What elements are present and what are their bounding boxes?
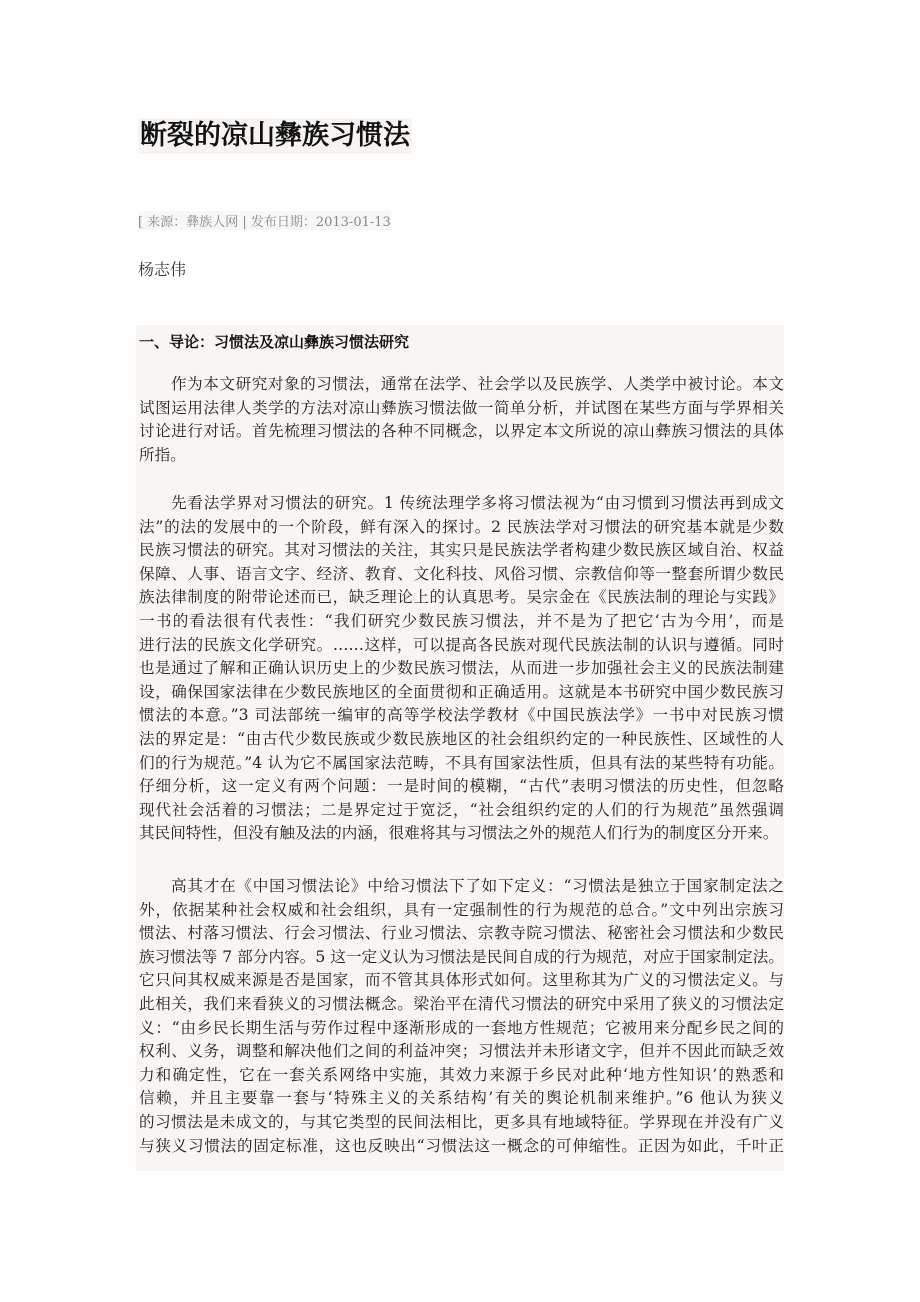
text-line: 权利、义务，调整和解决他们之间的利益冲突；习惯法并未形诸文字，但并不因此而缺乏效: [139, 1042, 784, 1061]
text-line: 现代社会活着的习惯法；二是界定过于宽泛，“社会组织约定的人们的行为规范”虽然强调: [139, 800, 784, 819]
author-name: 杨志伟: [138, 260, 187, 279]
paragraph-3: [139, 875, 784, 1158]
text-line: 法”的法的发展中的一个阶段，鲜有深入的探讨。2 民族法学对习惯法的研究基本就是少数: [139, 517, 784, 536]
text-line: 法的界定是：“由古代少数民族或少数民族地区的社会组织约定的一种民族性、区域性的人: [139, 729, 784, 748]
text-line: 讨论进行对话。首先梳理习惯法的各种不同概念，以界定本文所说的凉山彝族习惯法的具体: [139, 422, 784, 441]
text-line: 保障、人事、语言文字、经济、教育、文化科技、风俗习惯、宗教信仰等一整套所谓少数民: [139, 564, 784, 583]
text-line: 们的行为规范。”4 认为它不属国家法范畴，不具有国家法性质，但具有法的某些特有功能。: [139, 753, 784, 772]
text-line: 设，确保国家法律在少数民族地区的全面贯彻和正确适用。这就是本书研究中国少数民族习: [139, 682, 784, 701]
text-line: 与狭义习惯法的固定标准，这也反映出“习惯法这一概念的可伸缩性。正因为如此，千叶正: [139, 1136, 784, 1155]
text-line: 此相关，我们来看狭义的习惯法概念。梁治平在清代习惯法的研究中采用了狭义的习惯法定: [139, 994, 784, 1013]
text-line: 先看法学界对习惯法的研究。1 传统法理学多将习惯法视为“由习惯到习惯法再到成文: [171, 494, 784, 512]
text-line: 也是通过了解和正确认识历史上的少数民族习惯法，从而进一步加强社会主义的民族法制建: [139, 659, 784, 678]
text-line: 信赖，并且主要靠一套与‘特殊主义的关系结构’有关的舆论机制来维护。”6 他认为狭义: [139, 1089, 784, 1108]
text-line: 所指。: [139, 445, 186, 464]
text-line: 的习惯法是未成文的，与其它类型的民间法相比，更多具有地域特征。学界现在并没有广义: [139, 1112, 784, 1131]
text-line: 民族习惯法的研究。其对习惯法的关注，其实只是民族法学者构建少数民族区域自治、权益: [139, 541, 784, 560]
source-and-date: [ 来源：彝族人网 | 发布日期：2013-01-13: [138, 211, 391, 230]
text-line: 试图运用法律人类学的方法对凉山彝族习惯法做一简单分析，并试图在某些方面与学界相关: [139, 398, 784, 417]
text-line: 作为本文研究对象的习惯法，通常在法学、社会学以及民族学、人类学中被讨论。本文: [171, 375, 784, 393]
text-line: 惯法、村落习惯法、行会习惯法、行业习惯法、宗教寺院习惯法、秘密社会习惯法和少数民: [139, 924, 784, 943]
section-heading: 一、导论：习惯法及凉山彝族习惯法研究: [139, 333, 410, 351]
text-line: 它只问其权威来源是否是国家，而不管其具体形式如何。这里称其为广义的习惯法定义。与: [139, 971, 784, 990]
paragraph-2: [139, 492, 784, 846]
text-line: 仔细分析，这一定义有两个问题：一是时间的模糊，“古代”表明习惯法的历史性，但忽略: [139, 777, 784, 796]
paragraph-1: [139, 373, 784, 467]
text-line: 惯法的本意。”3 司法部统一编审的高等学校法学教材《中国民族法学》一书中对民族习惯: [139, 706, 784, 725]
text-line: 其民间特性，但没有触及法的内涵，很难将其与习惯法之外的规范人们行为的制度区分开来。: [139, 824, 779, 843]
text-line: 族法律制度的附带论述而已，缺乏理论上的认真思考。吴宗金在《民族法制的理论与实践》: [139, 588, 784, 607]
article-body: [136, 325, 784, 1171]
text-line: 力和确定性，它在一套关系网络中实施，其效力来源于乡民对此种‘地方性知识’的熟悉和: [139, 1065, 784, 1084]
text-line: 族习惯法等 7 部分内容。5 这一定义认为习惯法是民间自成的行为规范，对应于国家制定法。: [139, 947, 784, 966]
text-line: 进行法的民族文化学研究。……这样，可以提高各民族对现代民族法制的认识与遵循。同时: [139, 635, 784, 654]
text-line: 高其才在《中国习惯法论》中给习惯法下了如下定义：“习惯法是独立于国家制定法之: [171, 877, 784, 895]
text-line: 一书的看法很有代表性：“我们研究少数民族习惯法，并不是为了把它‘古为今用’，而是: [139, 611, 784, 630]
article-title: 断裂的凉山彝族习惯法: [138, 118, 412, 154]
text-line: 外，依据某种社会权威和社会组织，具有一定强制性的行为规范的总合。”文中列出宗族习: [139, 900, 784, 919]
text-line: 义：“由乡民长期生活与劳作过程中逐渐形成的一套地方性规范；它被用来分配乡民之间的: [139, 1018, 784, 1037]
